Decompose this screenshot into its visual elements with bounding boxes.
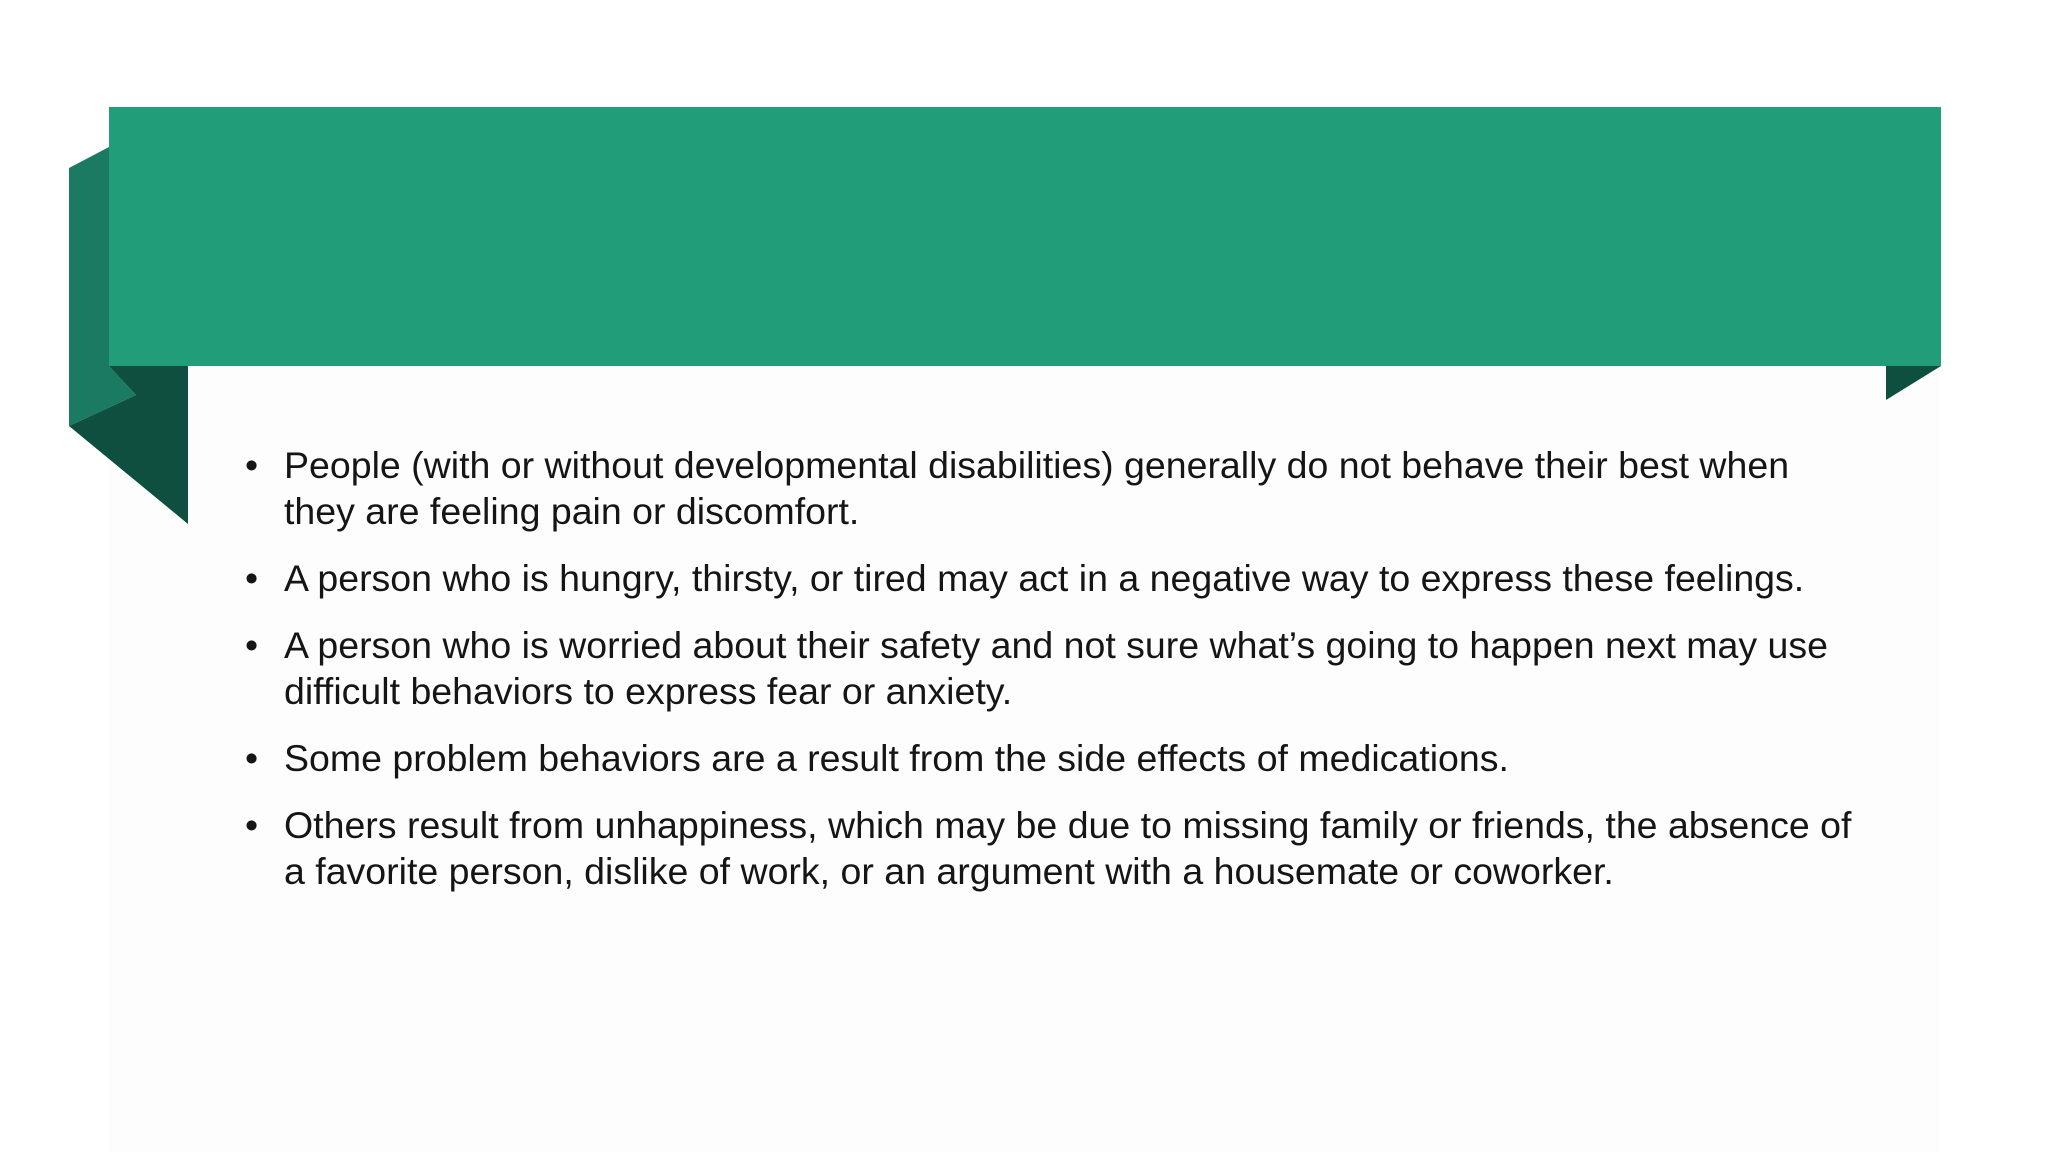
bullet-item: [241, 735, 1861, 781]
bullet-text: Others result from unhappiness, which may be due to missing family or friends, the absence of a favorite person, dislike of work, or an argument with a housemate or coworker.: [284, 804, 1852, 892]
bullet-item: [241, 802, 1861, 894]
bullet-marker: •: [245, 624, 259, 666]
slide-title: [109, 107, 1941, 366]
bullet-text: People (with or without developmental disabilities) generally do not behave their best when they are feeling pain or discomfort.: [284, 444, 1790, 532]
bullet-text: Some problem behaviors are a result from the side effects of medications.: [284, 737, 1509, 779]
bullet-item: [241, 555, 1861, 601]
bullet-marker: •: [245, 444, 259, 486]
bullet-list: [241, 442, 1861, 915]
bullet-marker: •: [245, 557, 259, 599]
bullet-text: A person who is hungry, thirsty, or tired may act in a negative way to express these feelings.: [284, 557, 1805, 599]
bullet-marker: •: [245, 737, 259, 779]
bullet-item: [241, 622, 1861, 714]
bullet-item: [241, 442, 1861, 534]
bullet-marker: •: [245, 804, 259, 846]
bullet-text: A person who is worried about their safety and not sure what’s going to happen next may use difficult behaviors to express fear or anxiety.: [284, 624, 1829, 712]
ribbon-right-fold: [1886, 366, 1941, 400]
